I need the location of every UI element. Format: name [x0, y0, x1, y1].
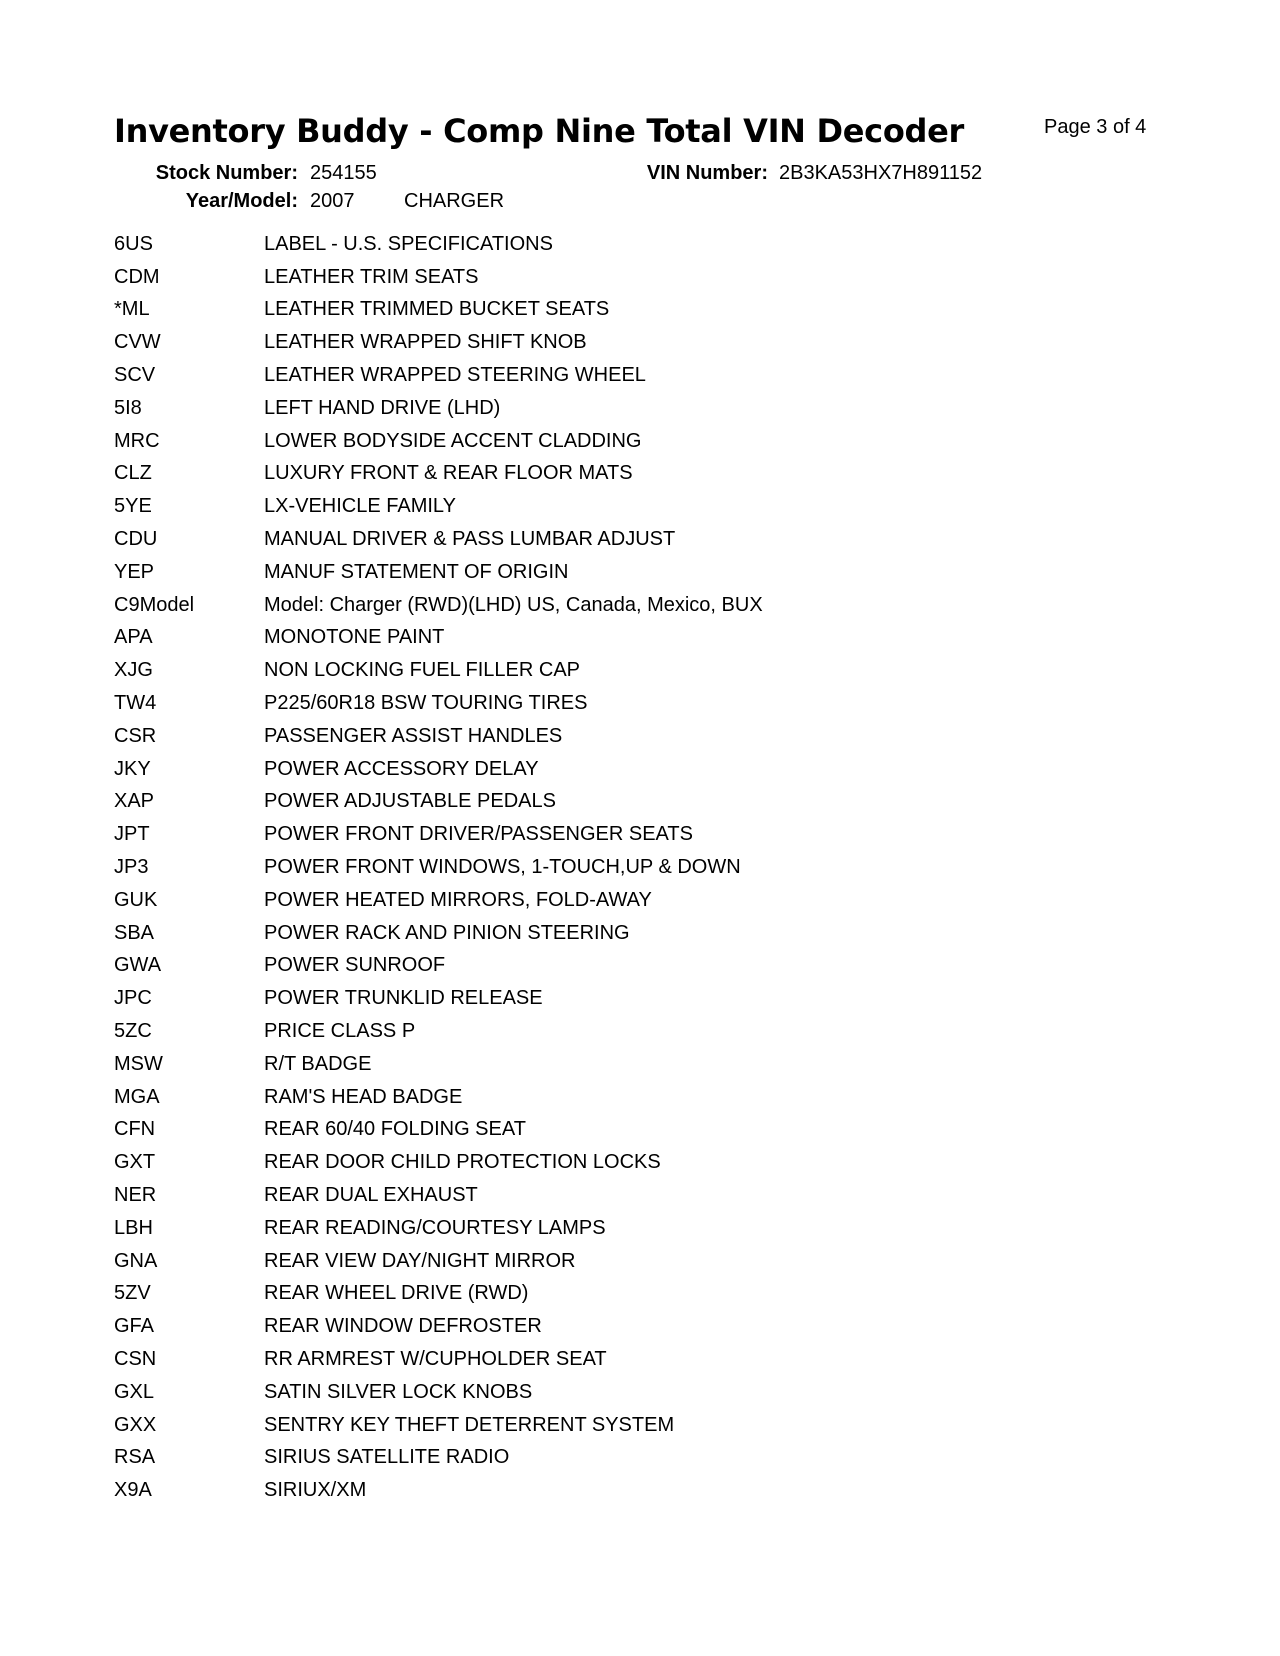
option-row: [114, 1245, 1194, 1278]
option-row: [114, 425, 1194, 458]
option-description: POWER ADJUSTABLE PEDALS: [264, 790, 556, 813]
option-row: [114, 1278, 1194, 1311]
option-code-list: [114, 228, 1194, 1507]
option-description: LOWER BODYSIDE ACCENT CLADDING: [264, 429, 642, 452]
option-code: XJG: [114, 659, 153, 682]
page-title: Inventory Buddy - Comp Nine Total VIN Decoder: [114, 112, 965, 150]
option-row: [114, 982, 1194, 1015]
model-value: CHARGER: [404, 190, 505, 212]
option-code: JP3: [114, 856, 149, 879]
option-description: MANUAL DRIVER & PASS LUMBAR ADJUST: [264, 528, 676, 551]
option-code: JPT: [114, 823, 150, 846]
option-code: NER: [114, 1184, 157, 1206]
option-row: [114, 1310, 1194, 1343]
option-row: [114, 753, 1194, 786]
option-description: LEATHER TRIM SEATS: [264, 265, 479, 288]
option-code: 5YE: [114, 495, 152, 518]
option-code: GWA: [114, 954, 162, 977]
option-row: [114, 884, 1194, 917]
option-description: Model: Charger (RWD)(LHD) US, Canada, Mexico, BUX: [264, 593, 763, 616]
option-description: REAR WHEEL DRIVE (RWD): [264, 1282, 529, 1305]
option-description: PRICE CLASS P: [264, 1020, 416, 1043]
option-description: NON LOCKING FUEL FILLER CAP: [264, 659, 580, 682]
option-code: C9Model: [114, 593, 195, 616]
option-code: 5ZC: [114, 1020, 152, 1043]
option-description: POWER HEATED MIRRORS, FOLD-AWAY: [264, 888, 652, 911]
option-row: [114, 818, 1194, 851]
option-description: POWER RACK AND PINION STEERING: [264, 921, 630, 944]
option-description: LUXURY FRONT & REAR FLOOR MATS: [264, 462, 633, 485]
option-row: [114, 458, 1194, 491]
option-description: P225/60R18 BSW TOURING TIRES: [264, 692, 588, 715]
option-code: JPC: [114, 987, 152, 1010]
option-row: [114, 687, 1194, 720]
option-code: MGA: [114, 1085, 160, 1108]
option-row: [114, 1212, 1194, 1245]
option-row: [114, 1409, 1194, 1442]
option-code: 5I8: [114, 396, 142, 419]
option-code: SCV: [114, 364, 156, 387]
option-description: LABEL - U.S. SPECIFICATIONS: [264, 232, 553, 255]
option-row: [114, 786, 1194, 819]
stock-number-label: Stock Number:: [155, 162, 298, 184]
option-row: [114, 851, 1194, 884]
option-description: MANUF STATEMENT OF ORIGIN: [264, 560, 569, 583]
option-description: LX-VEHICLE FAMILY: [264, 495, 456, 518]
option-code: 5ZV: [114, 1282, 151, 1305]
option-row: [114, 228, 1194, 261]
option-code: APA: [114, 626, 153, 649]
page-number: Page 3 of 4: [1044, 116, 1147, 138]
option-description: RR ARMREST W/CUPHOLDER SEAT: [264, 1347, 607, 1370]
option-code: LBH: [114, 1216, 153, 1239]
option-description: RAM'S HEAD BADGE: [264, 1085, 463, 1108]
option-description: SATIN SILVER LOCK KNOBS: [264, 1380, 533, 1403]
option-row: [114, 1146, 1194, 1179]
option-description: POWER TRUNKLID RELEASE: [264, 987, 543, 1010]
option-description: LEATHER TRIMMED BUCKET SEATS: [264, 298, 610, 321]
option-row: [114, 654, 1194, 687]
option-row: [114, 359, 1194, 392]
option-description: SENTRY KEY THEFT DETERRENT SYSTEM: [264, 1413, 675, 1436]
option-code: GXL: [114, 1380, 155, 1403]
option-description: SIRIUS SATELLITE RADIO: [264, 1446, 510, 1469]
option-description: LEATHER WRAPPED STEERING WHEEL: [264, 364, 646, 387]
option-code: TW4: [114, 692, 157, 715]
option-code: GUK: [114, 888, 158, 911]
option-code: MSW: [114, 1052, 163, 1075]
option-row: [114, 720, 1194, 753]
option-description: LEATHER WRAPPED SHIFT KNOB: [264, 331, 587, 354]
option-code: GNA: [114, 1249, 158, 1272]
option-row: [114, 556, 1194, 589]
option-description: REAR DUAL EXHAUST: [264, 1184, 478, 1206]
option-code: CDM: [114, 265, 160, 288]
option-row: [114, 523, 1194, 556]
option-row: [114, 490, 1194, 523]
option-row: [114, 622, 1194, 655]
option-row: [114, 1441, 1194, 1474]
option-row: [114, 326, 1194, 359]
option-row: [114, 294, 1194, 327]
option-code: CSR: [114, 724, 157, 747]
option-row: [114, 392, 1194, 425]
option-code: CVW: [114, 331, 161, 354]
vin-number-label: VIN Number:: [646, 162, 768, 184]
option-row: [114, 1179, 1194, 1212]
option-row: [114, 1376, 1194, 1409]
option-row: [114, 261, 1194, 294]
year-value: 2007: [310, 190, 355, 212]
year-model-label: Year/Model:: [185, 190, 298, 212]
option-description: POWER FRONT DRIVER/PASSENGER SEATS: [264, 823, 693, 846]
option-description: LEFT HAND DRIVE (LHD): [264, 396, 501, 419]
option-description: REAR VIEW DAY/NIGHT MIRROR: [264, 1249, 576, 1272]
option-code: CSN: [114, 1347, 157, 1370]
option-code: MRC: [114, 429, 160, 452]
option-row: [114, 1015, 1194, 1048]
option-code: SBA: [114, 921, 155, 944]
option-description: REAR 60/40 FOLDING SEAT: [264, 1118, 526, 1141]
option-code: *ML: [114, 298, 150, 321]
option-row: [114, 917, 1194, 950]
option-description: R/T BADGE: [264, 1052, 372, 1075]
stock-number-value: 254155: [310, 162, 377, 184]
option-description: REAR DOOR CHILD PROTECTION LOCKS: [264, 1151, 661, 1174]
option-code: CLZ: [114, 462, 152, 485]
option-code: XAP: [114, 790, 155, 813]
option-code: JKY: [114, 757, 151, 780]
option-code: CFN: [114, 1118, 156, 1141]
option-description: REAR WINDOW DEFROSTER: [264, 1315, 542, 1338]
option-row: [114, 589, 1194, 622]
option-code: GFA: [114, 1315, 155, 1338]
option-description: POWER FRONT WINDOWS, 1-TOUCH,UP & DOWN: [264, 856, 741, 879]
option-description: POWER ACCESSORY DELAY: [264, 757, 539, 780]
option-row: [114, 1343, 1194, 1376]
option-row: [114, 950, 1194, 983]
vin-number-value: 2B3KA53HX7H891152: [779, 162, 983, 184]
option-code: GXT: [114, 1151, 156, 1174]
option-description: REAR READING/COURTESY LAMPS: [264, 1216, 606, 1239]
option-row: [114, 1474, 1194, 1507]
option-description: POWER SUNROOF: [264, 954, 446, 977]
option-row: [114, 1081, 1194, 1114]
option-code: YEP: [114, 560, 155, 583]
option-code: GXX: [114, 1413, 157, 1436]
option-row: [114, 1114, 1194, 1147]
option-row: [114, 1048, 1194, 1081]
option-code: RSA: [114, 1446, 156, 1469]
option-code: 6US: [114, 232, 153, 255]
option-description: MONOTONE PAINT: [264, 626, 445, 649]
option-code: X9A: [114, 1479, 152, 1502]
option-code: CDU: [114, 528, 158, 551]
option-description: PASSENGER ASSIST HANDLES: [264, 724, 563, 747]
option-description: SIRIUX/XM: [264, 1479, 367, 1502]
